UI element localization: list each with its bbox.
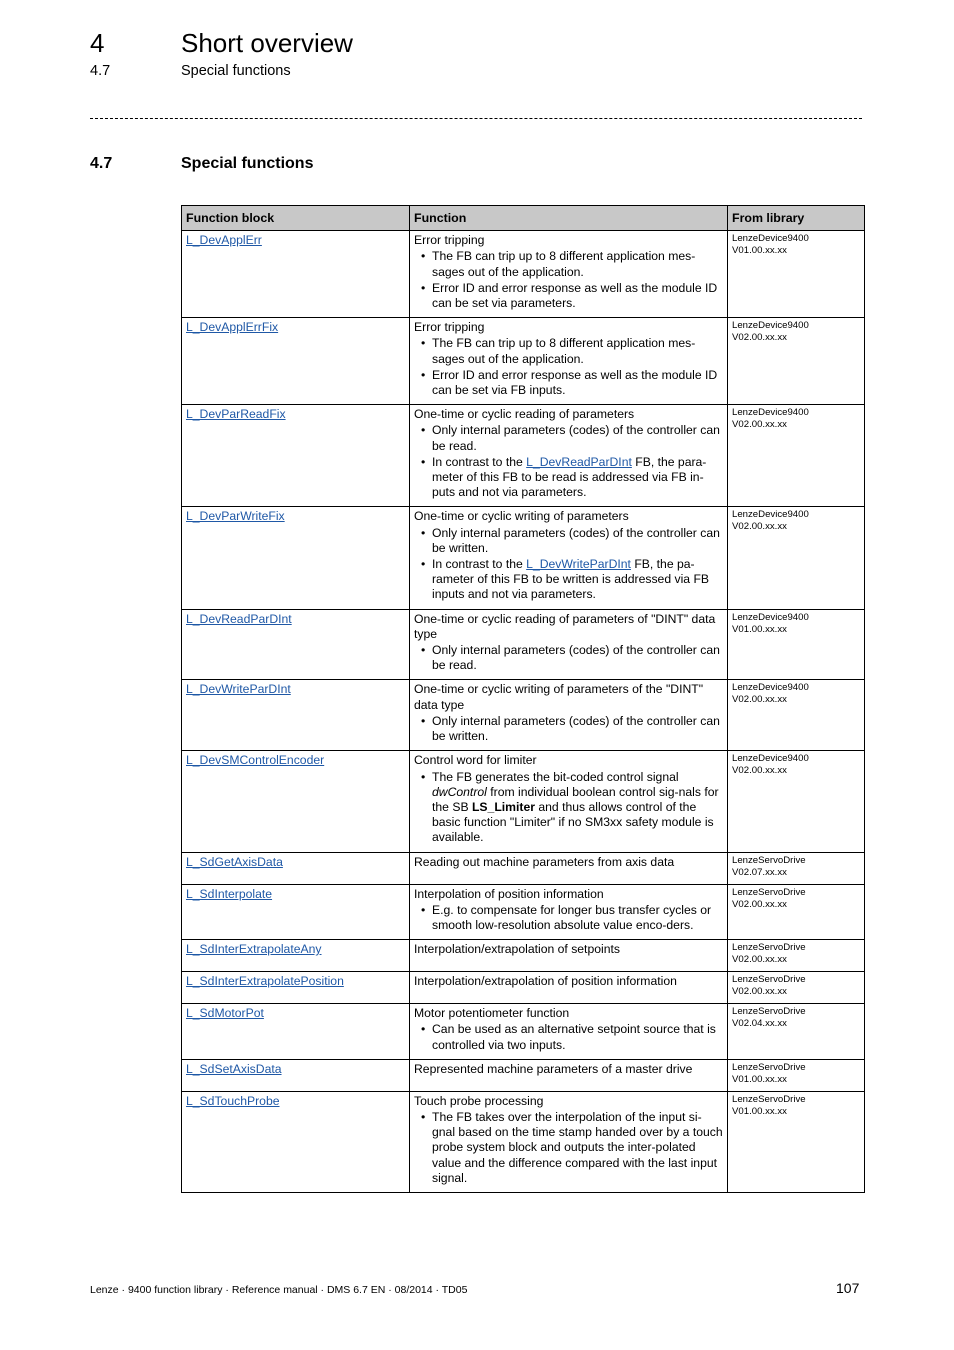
bullet-text: E.g. to compensate for longer bus transfer cycles or smooth low-resolution absolute value enco-ders. bbox=[432, 902, 712, 932]
function-block-cell bbox=[182, 231, 410, 318]
function-bullet bbox=[432, 368, 723, 398]
function-block-link[interactable]: L_SdGetAxisData bbox=[186, 854, 283, 869]
function-block-link[interactable]: L_DevParWriteFix bbox=[186, 509, 285, 524]
function-block-link[interactable]: L_DevApplErrFix bbox=[186, 320, 279, 335]
library-name: LenzeDevice9400 bbox=[732, 611, 809, 623]
function-bullet-list bbox=[414, 643, 723, 673]
function-cell bbox=[410, 680, 728, 751]
function-block-link[interactable]: L_DevSMControlEncoder bbox=[186, 753, 325, 768]
library-cell bbox=[728, 884, 865, 940]
table-row bbox=[182, 609, 865, 680]
function-bullet-list bbox=[414, 1110, 723, 1186]
bullet-text: The FB can trip up to 8 different application mes-sages out of the application. bbox=[432, 336, 696, 366]
header-divider bbox=[90, 118, 862, 119]
bullet-text: The FB generates the bit-coded control signal bbox=[432, 769, 679, 784]
library-version: V02.07.xx.xx bbox=[732, 866, 787, 878]
library-name: LenzeDevice9400 bbox=[732, 509, 809, 521]
table-row bbox=[182, 1004, 865, 1060]
library-version: V02.00.xx.xx bbox=[732, 332, 787, 344]
column-header-function: Function bbox=[410, 206, 728, 231]
function-block-link[interactable]: L_SdInterExtrapolateAny bbox=[186, 942, 322, 957]
function-summary: One-time or cyclic reading of parameters bbox=[414, 407, 635, 422]
function-cell bbox=[410, 884, 728, 940]
function-block-cell bbox=[182, 318, 410, 405]
bullet-text: The FB can trip up to 8 different application mes-sages out of the application. bbox=[432, 249, 696, 279]
section-title: Special functions bbox=[181, 155, 314, 172]
section-number: 4.7 bbox=[90, 155, 113, 172]
library-version: V02.00.xx.xx bbox=[732, 765, 787, 777]
function-cell bbox=[410, 609, 728, 680]
function-block-cell bbox=[182, 1004, 410, 1060]
library-version: V02.00.xx.xx bbox=[732, 898, 787, 910]
function-block-cell bbox=[182, 852, 410, 884]
bullet-text: Only internal parameters (codes) of the controller can be written. bbox=[432, 713, 720, 744]
library-cell bbox=[728, 1004, 865, 1060]
table-row bbox=[182, 852, 865, 884]
library-name: LenzeServoDrive bbox=[732, 886, 806, 898]
function-block-link[interactable]: L_DevApplErr bbox=[186, 233, 262, 248]
library-version: V01.00.xx.xx bbox=[732, 245, 787, 257]
function-block-cell bbox=[182, 507, 410, 609]
subchapter-title: Special functions bbox=[181, 63, 291, 79]
library-name: LenzeServoDrive bbox=[732, 1006, 806, 1018]
function-cell bbox=[410, 852, 728, 884]
library-cell bbox=[728, 405, 865, 507]
function-summary: Error tripping bbox=[414, 233, 485, 248]
library-cell bbox=[728, 680, 865, 751]
library-cell bbox=[728, 1091, 865, 1192]
function-bullet-list bbox=[414, 249, 723, 311]
function-bullet bbox=[432, 281, 723, 311]
bullet-text: The FB takes over the interpolation of the input si-gnal based on the time stamp handed over by a touch probe system block and outputs the inter-polated value and the difference compared with the last input signal. bbox=[432, 1109, 723, 1185]
function-block-link[interactable]: L_SdTouchProbe bbox=[186, 1093, 280, 1108]
library-name: LenzeDevice9400 bbox=[732, 407, 809, 419]
library-cell bbox=[728, 940, 865, 972]
library-version: V02.00.xx.xx bbox=[732, 521, 787, 533]
table-row bbox=[182, 751, 865, 852]
function-bullet bbox=[432, 557, 723, 603]
library-version: V02.00.xx.xx bbox=[732, 954, 787, 966]
bullet-text: and thus allows control of the basic function "Limiter" if no SM3xx safety module is available. bbox=[432, 799, 714, 845]
function-cell bbox=[410, 972, 728, 1004]
function-bullet bbox=[432, 1110, 723, 1186]
library-version: V01.00.xx.xx bbox=[732, 1073, 787, 1085]
table-row bbox=[182, 884, 865, 940]
library-version: V02.00.xx.xx bbox=[732, 694, 787, 706]
function-cell bbox=[410, 751, 728, 852]
function-block-link[interactable]: L_DevReadParDInt bbox=[186, 611, 292, 626]
function-block-cell bbox=[182, 884, 410, 940]
function-cell bbox=[410, 405, 728, 507]
table-row bbox=[182, 231, 865, 318]
function-summary: One-time or cyclic writing of parameters of the "DINT" data type bbox=[414, 682, 704, 712]
subchapter-number: 4.7 bbox=[90, 63, 111, 79]
function-summary: One-time or cyclic reading of parameters of "DINT" data type bbox=[414, 611, 716, 641]
bullet-text: Only internal parameters (codes) of the controller can be read. bbox=[432, 423, 720, 453]
function-cell bbox=[410, 231, 728, 318]
bullet-text: In contrast to the bbox=[432, 557, 527, 572]
bullet-text: Can be used as an alternative setpoint source that is controlled via two inputs. bbox=[432, 1022, 716, 1052]
library-cell bbox=[728, 318, 865, 405]
library-cell bbox=[728, 852, 865, 884]
library-name: LenzeDevice9400 bbox=[732, 233, 809, 245]
library-version: V02.00.xx.xx bbox=[732, 419, 787, 431]
library-name: LenzeServoDrive bbox=[732, 854, 806, 866]
function-cell bbox=[410, 1004, 728, 1060]
library-name: LenzeDevice9400 bbox=[732, 753, 809, 765]
cross-reference-link[interactable]: L_DevReadParDInt bbox=[526, 454, 632, 469]
function-bullet bbox=[432, 526, 723, 556]
function-bullet-list bbox=[414, 526, 723, 603]
function-block-cell bbox=[182, 1059, 410, 1091]
signal-name: dwControl bbox=[432, 784, 487, 799]
library-version: V02.00.xx.xx bbox=[732, 986, 787, 998]
function-block-cell bbox=[182, 972, 410, 1004]
bullet-text: from individual boolean control sig-nals for the SB bbox=[432, 784, 719, 814]
function-bullet bbox=[432, 1022, 723, 1052]
function-summary: One-time or cyclic writing of parameters bbox=[414, 509, 629, 524]
function-summary: Represented machine parameters of a master drive bbox=[414, 1061, 693, 1076]
function-summary: Interpolation/extrapolation of position information bbox=[414, 974, 677, 989]
table-row bbox=[182, 1091, 865, 1192]
function-bullet bbox=[432, 770, 723, 846]
function-summary: Interpolation/extrapolation of setpoints bbox=[414, 942, 620, 957]
bullet-text: FB, the para-meter of this FB to be read is addressed via FB in-puts and not via parameters. bbox=[432, 454, 707, 500]
column-header-function-block: Function block bbox=[182, 206, 410, 231]
bullet-text: In contrast to the bbox=[432, 454, 527, 469]
function-summary: Reading out machine parameters from axis data bbox=[414, 854, 675, 869]
function-bullet-list bbox=[414, 1022, 723, 1052]
function-bullet bbox=[432, 714, 723, 744]
library-name: LenzeServoDrive bbox=[732, 942, 806, 954]
function-bullet-list bbox=[414, 336, 723, 398]
library-name: LenzeServoDrive bbox=[732, 1061, 806, 1073]
function-summary: Error tripping bbox=[414, 320, 485, 335]
function-block-link[interactable]: L_DevParReadFix bbox=[186, 407, 286, 422]
table-row bbox=[182, 507, 865, 609]
table-row bbox=[182, 940, 865, 972]
function-cell bbox=[410, 940, 728, 972]
function-bullet bbox=[432, 903, 723, 933]
function-bullet bbox=[432, 455, 723, 501]
library-cell bbox=[728, 507, 865, 609]
function-bullet-list bbox=[414, 714, 723, 744]
library-cell bbox=[728, 231, 865, 318]
function-block-cell bbox=[182, 405, 410, 507]
function-block-cell bbox=[182, 609, 410, 680]
library-version: V01.00.xx.xx bbox=[732, 1105, 787, 1117]
function-bullet bbox=[432, 249, 723, 279]
library-name: LenzeServoDrive bbox=[732, 1093, 806, 1105]
function-block-cell bbox=[182, 1091, 410, 1192]
function-block-cell bbox=[182, 680, 410, 751]
library-cell bbox=[728, 609, 865, 680]
library-cell bbox=[728, 751, 865, 852]
function-block-table bbox=[181, 205, 865, 1193]
function-cell bbox=[410, 1091, 728, 1192]
function-cell bbox=[410, 318, 728, 405]
bullet-text: FB, the pa-rameter of this FB to be written is addressed via FB inputs and not via parameters. bbox=[432, 557, 710, 602]
function-cell bbox=[410, 1059, 728, 1091]
function-summary: Control word for limiter bbox=[414, 753, 537, 768]
footer-document-info: Lenze · 9400 function library · Reference manual · DMS 6.7 EN · 08/2014 · TD05 bbox=[90, 1284, 468, 1296]
function-block-link[interactable]: L_SdSetAxisData bbox=[186, 1061, 282, 1076]
system-block-name: LS_Limiter bbox=[471, 799, 535, 814]
function-bullet-list bbox=[414, 903, 723, 933]
library-version: V01.00.xx.xx bbox=[732, 623, 787, 635]
table-row bbox=[182, 680, 865, 751]
bullet-text: Only internal parameters (codes) of the controller can be read. bbox=[432, 643, 720, 673]
function-summary: Interpolation of position information bbox=[414, 886, 604, 901]
function-summary: Touch probe processing bbox=[414, 1093, 544, 1108]
table-row bbox=[182, 972, 865, 1004]
chapter-number: 4 bbox=[90, 28, 105, 58]
cross-reference-link[interactable]: L_DevWriteParDInt bbox=[526, 557, 631, 572]
function-bullet bbox=[432, 643, 723, 673]
page-number: 107 bbox=[836, 1280, 860, 1296]
bullet-text: Only internal parameters (codes) of the controller can be written. bbox=[432, 525, 720, 555]
function-block-link[interactable]: L_DevWriteParDInt bbox=[186, 682, 291, 697]
library-cell bbox=[728, 1059, 865, 1091]
chapter-title: Short overview bbox=[181, 28, 353, 58]
bullet-text: Error ID and error response as well as the module ID can be set via parameters. bbox=[432, 280, 718, 311]
function-bullet bbox=[432, 336, 723, 366]
library-name: LenzeDevice9400 bbox=[732, 682, 809, 694]
function-bullet-list bbox=[414, 423, 723, 500]
function-block-link[interactable]: L_SdMotorPot bbox=[186, 1006, 264, 1021]
column-header-from-library: From library bbox=[728, 206, 865, 231]
library-cell bbox=[728, 972, 865, 1004]
table-body bbox=[182, 231, 865, 1193]
table-header-row bbox=[182, 206, 865, 231]
function-bullet bbox=[432, 423, 723, 453]
table-row bbox=[182, 405, 865, 507]
function-block-link[interactable]: L_SdInterpolate bbox=[186, 886, 273, 901]
function-cell bbox=[410, 507, 728, 609]
table-row bbox=[182, 318, 865, 405]
function-block-link[interactable]: L_SdInterExtrapolatePosition bbox=[186, 974, 344, 989]
table-row bbox=[182, 1059, 865, 1091]
library-name: LenzeDevice9400 bbox=[732, 320, 809, 332]
function-summary: Motor potentiometer function bbox=[414, 1006, 570, 1021]
function-block-cell bbox=[182, 751, 410, 852]
library-name: LenzeServoDrive bbox=[732, 974, 806, 986]
function-block-cell bbox=[182, 940, 410, 972]
library-version: V02.04.xx.xx bbox=[732, 1018, 787, 1030]
bullet-text: Error ID and error response as well as the module ID can be set via FB inputs. bbox=[432, 367, 718, 398]
function-bullet-list bbox=[414, 770, 723, 846]
